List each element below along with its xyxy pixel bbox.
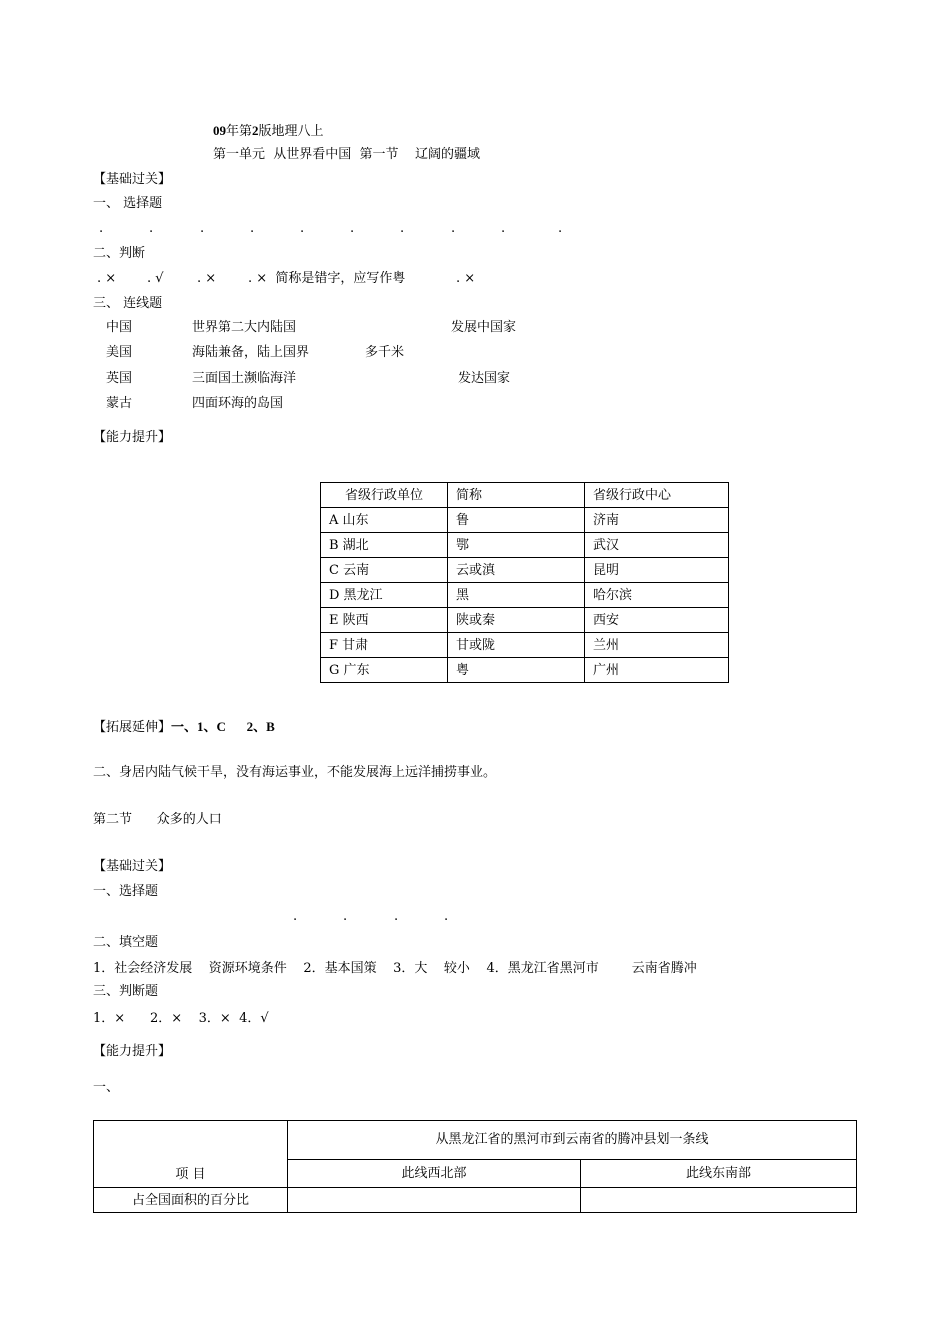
doc-title: 09年第2版地理八上 <box>213 123 324 139</box>
choice-label: 一、 选择题 <box>93 196 163 211</box>
ability-heading: 【能力提升】 <box>93 430 172 445</box>
ability-heading-2: 【能力提升】 <box>93 1044 172 1059</box>
basics-heading: 【基础过关】 <box>93 172 172 187</box>
province-table <box>320 482 729 683</box>
matching-label: 三、 连线题 <box>93 296 163 311</box>
doc-subtitle: 第一单元 从世界看中国 第一节 辽阔的疆域 <box>213 147 481 162</box>
population-line-table: 项 目 从黑龙江省的黑河市到云南省的腾冲县划一条线 此线西北部 此线东南部 占全国面积的百分比 <box>93 1120 857 1213</box>
extension-answer-1: 【拓展延伸】一、1、C 2、B <box>93 719 275 735</box>
table-row: A 山东 鲁 济南 <box>321 508 729 533</box>
table-row: B 湖北 鄂 武汉 <box>321 533 729 558</box>
choice-label-2: 一、选择题 <box>93 884 159 899</box>
judge-label: 二、判断 <box>93 246 146 261</box>
judge-label-2: 三、判断题 <box>93 984 159 999</box>
table-row: C 云南 云或滇 昆明 <box>321 558 729 583</box>
section2-title: 第二节 众多的人口 <box>93 812 222 827</box>
table-row: E 陕西 陕或秦 西安 <box>321 608 729 633</box>
fill-answers: 1．社会经济发展 资源环境条件 2．基本国策 3．大 较小 4．黑龙江省黑河市 云南省腾冲 <box>93 961 697 976</box>
extension-answer-2: 二、身居内陆气候干旱，没有海运事业，不能发展海上远洋捕捞事业。 <box>93 765 497 780</box>
table-row: F 甘肃 甘或陇 兰州 <box>321 633 729 658</box>
judge-answers-2: 1．× 2．× 3．× 4．√ <box>93 1011 269 1026</box>
ability-q1-label: 一、 <box>93 1080 120 1095</box>
fill-label: 二、填空题 <box>93 935 159 950</box>
table-row: D 黑龙江 黑 哈尔滨 <box>321 583 729 608</box>
basics-heading-2: 【基础过关】 <box>93 859 172 874</box>
table-row: 占全国面积的百分比 <box>94 1188 857 1213</box>
table-row: G 广东 粤 广州 <box>321 658 729 683</box>
table-header-row: 省级行政单位 简称 省级行政中心 <box>321 483 729 508</box>
